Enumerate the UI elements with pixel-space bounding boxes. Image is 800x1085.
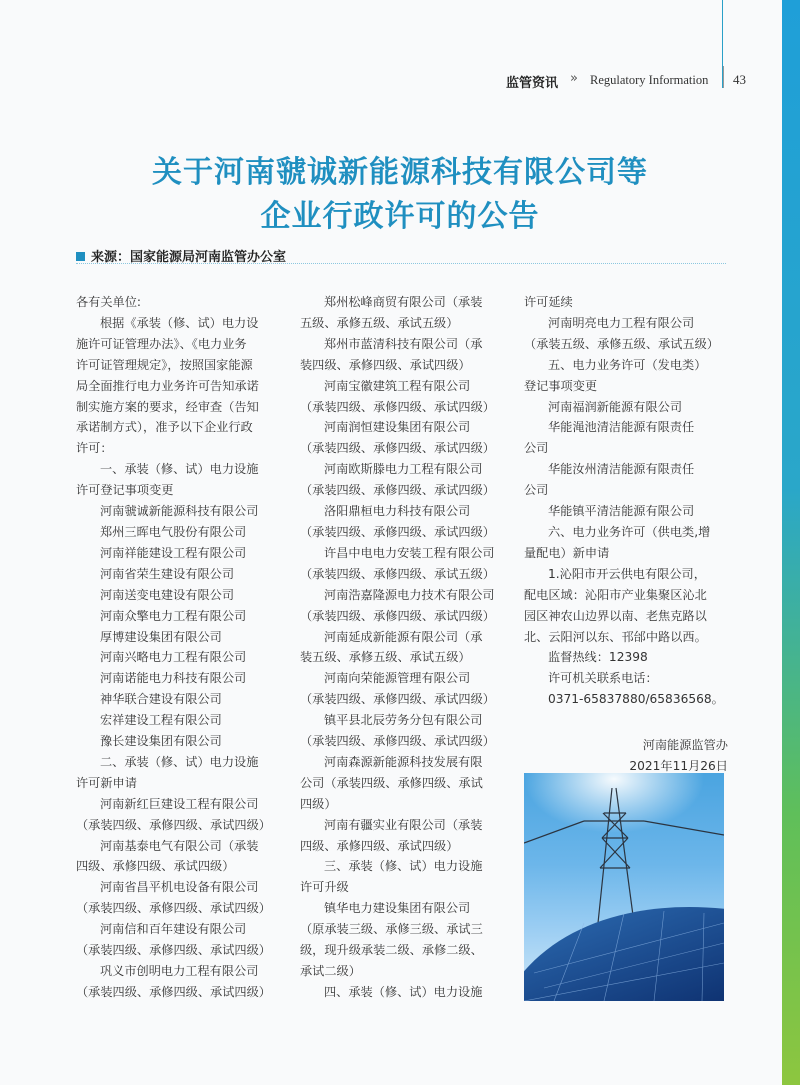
text-line: 许可延续 <box>524 295 573 309</box>
text-line: （承装四级、承修四级、承试五级） <box>300 566 495 581</box>
text-line: 河南浩嘉隆源电力技术有限公司 <box>324 587 495 602</box>
double-chevron-icon: » <box>570 71 578 86</box>
text-line: 河南信和百年建设有限公司 <box>100 922 247 937</box>
text-line: 四级、承修四级、承试四级） <box>300 838 459 853</box>
text-line: （承装四级、承修四级、承试四级） <box>76 984 271 999</box>
text-line: 四级） <box>300 796 337 811</box>
text-line: 许可证管理规定》，按照国家能源 <box>76 357 253 372</box>
text-line: 河南向荣能源管理有限公司 <box>324 671 471 686</box>
text-line: （承装四级、承修四级、承试四级） <box>76 901 271 916</box>
text-line: 登记事项变更 <box>524 378 598 393</box>
text-column-2 <box>300 292 504 1003</box>
text-line: 许可： <box>76 441 113 456</box>
text-line: 华能镇平清洁能源有限公司 <box>548 504 695 519</box>
text-line: 三、承装（修、试）电力设施 <box>324 859 483 874</box>
text-line: 局全面推行电力业务许可告知承诺 <box>76 378 259 393</box>
text-line: 根据《承装（修、试）电力设 <box>100 315 259 330</box>
text-line: 河南新红巨建设工程有限公司 <box>100 796 259 811</box>
text-line: （承装四级、承修四级、承试四级） <box>300 524 495 539</box>
text-line: 承试二级） <box>300 964 361 978</box>
text-line: 郑州松峰商贸有限公司（承装 <box>324 295 483 309</box>
text-line: 承诺制方式），准予以下企业行政 <box>76 420 253 435</box>
section-name-cn: 监管资讯 <box>506 76 559 91</box>
text-line: 河南福润新能源有限公司 <box>548 399 683 414</box>
signature-org: 河南能源监管办 <box>642 738 728 752</box>
text-line: 河南诺能电力科技有限公司 <box>100 671 247 686</box>
text-line: （承装四级、承修四级、承试四级） <box>76 943 271 958</box>
text-line: 镇华电力建设集团有限公司 <box>324 901 471 916</box>
text-line: 一、承装（修、试）电力设施 <box>100 462 259 477</box>
text-line: 六、电力业务许可（供电类,增 <box>548 524 711 539</box>
text-line: 河南延成新能源有限公司（承 <box>324 629 483 644</box>
text-line: （承装四级、承修四级、承试四级） <box>76 817 271 832</box>
text-line: 1.沁阳市开云供电有限公司， <box>548 566 706 581</box>
text-line: 0371-65837880/65836568。 <box>548 692 724 707</box>
text-line: 北、云阳河以东、邗邰中路以西。 <box>524 629 707 644</box>
text-line: 厚博建设集团有限公司 <box>100 629 222 644</box>
text-line: 河南虢诚新能源科技有限公司 <box>100 504 259 519</box>
text-line: 郑州三晖电气股份有限公司 <box>100 524 247 539</box>
text-line: 四、承装（修、试）电力设施 <box>324 984 483 999</box>
text-line: 监督热线：12398 <box>548 650 648 665</box>
photo-illustration <box>524 773 724 1001</box>
text-line: 河南有疆实业有限公司（承装 <box>324 817 483 832</box>
article-title-line-2: 企业行政许可的公告 <box>260 199 540 234</box>
section-name-en: Regulatory Information <box>590 73 709 87</box>
text-line: （承装四级、承修四级、承试四级） <box>300 441 495 456</box>
solar-tower-photo <box>524 773 724 1001</box>
text-column-3 <box>524 292 728 710</box>
text-line: 河南祥能建设工程有限公司 <box>100 545 247 560</box>
text-line: 河南众擎电力工程有限公司 <box>100 608 247 623</box>
text-line: 配电区域：沁阳市产业集聚区沁北 <box>524 587 707 602</box>
text-line: 河南欧斯滕电力工程有限公司 <box>324 462 483 477</box>
page-number: 43 <box>733 72 746 87</box>
text-line: 施许可证管理办法》、《电力业务 <box>76 336 247 351</box>
text-line: 装四级、承修四级、承试四级） <box>300 357 471 372</box>
text-line: 河南基泰电气有限公司（承装 <box>100 838 259 853</box>
text-line: 许可升级 <box>300 880 349 895</box>
text-line: 装五级、承修五级、承试五级） <box>300 650 471 665</box>
text-line: 量配电）新申请 <box>524 545 610 560</box>
text-line: 河南送变电建设有限公司 <box>100 587 235 602</box>
text-line: 许昌中电电力安装工程有限公司 <box>324 545 495 560</box>
text-line: 河南省荣生建设有限公司 <box>100 566 235 581</box>
text-line: 各有关单位: <box>76 295 142 309</box>
text-line: （承装四级、承修四级、承试四级） <box>300 608 495 623</box>
text-line: 华能渑池清洁能源有限责任 <box>548 420 695 435</box>
signature-date: 2021年11月26日 <box>629 759 728 773</box>
text-line: 华能汝州清洁能源有限责任 <box>548 462 695 477</box>
text-line: 镇平县北辰劳务分包有限公司 <box>324 713 483 728</box>
text-line: 宏祥建设工程有限公司 <box>100 713 222 728</box>
text-line: 河南森源新能源科技发展有限 <box>324 754 483 769</box>
text-line: 河南宝徽建筑工程有限公司 <box>324 378 471 393</box>
dotted-divider <box>76 263 726 264</box>
text-line: （承装四级、承修四级、承试四级） <box>300 692 495 707</box>
text-line: （承装四级、承修四级、承试四级） <box>300 399 495 414</box>
text-line: 河南省昌平机电设备有限公司 <box>100 880 259 895</box>
text-line: 级，现升级承装二级、承修二级、 <box>300 943 483 958</box>
text-line: 公司 <box>524 441 549 456</box>
text-line: 河南润恒建设集团有限公司 <box>324 420 471 435</box>
text-line: 郑州市蓝清科技有限公司（承 <box>324 336 483 351</box>
text-line: 洛阳鼎桓电力科技有限公司 <box>324 504 471 519</box>
text-line: 四级、承修四级、承试四级） <box>76 859 235 874</box>
text-line: 河南兴略电力工程有限公司 <box>100 650 247 665</box>
text-line: 许可机关联系电话： <box>548 671 658 686</box>
text-line: 制实施方案的要求，经审查（告知 <box>76 399 259 414</box>
text-line: （承装四级、承修四级、承试四级） <box>300 483 495 498</box>
text-line: （承装四级、承修四级、承试四级） <box>300 734 495 749</box>
text-line: 五级、承修五级、承试五级） <box>300 315 459 330</box>
text-line: 许可登记事项变更 <box>76 483 174 498</box>
text-line: 豫长建设集团有限公司 <box>100 734 222 749</box>
text-column-1 <box>76 292 280 1003</box>
text-line: 神华联合建设有限公司 <box>100 692 222 707</box>
article-title-line-1: 关于河南虢诚新能源科技有限公司等 <box>152 155 648 190</box>
text-line: 二、承装（修、试）电力设施 <box>100 754 259 769</box>
header-separator <box>723 66 724 88</box>
text-line: 五、电力业务许可（发电类） <box>548 357 707 372</box>
text-line: 许可新申请 <box>76 775 137 790</box>
text-line: （原承装三级、承修三级、承试三 <box>300 922 483 937</box>
square-bullet-icon <box>76 252 85 261</box>
text-line: 园区神农山边界以南、老焦克路以 <box>524 608 707 623</box>
text-line: 河南明亮电力工程有限公司 <box>548 315 695 330</box>
text-line: 公司（承装四级、承修四级、承试 <box>300 775 483 790</box>
text-line: （承装五级、承修五级、承试五级） <box>524 336 719 351</box>
source-text: 来源：国家能源局河南监管办公室 <box>91 250 287 265</box>
text-line: 公司 <box>524 483 549 498</box>
text-line: 巩义市创明电力工程有限公司 <box>100 964 259 978</box>
